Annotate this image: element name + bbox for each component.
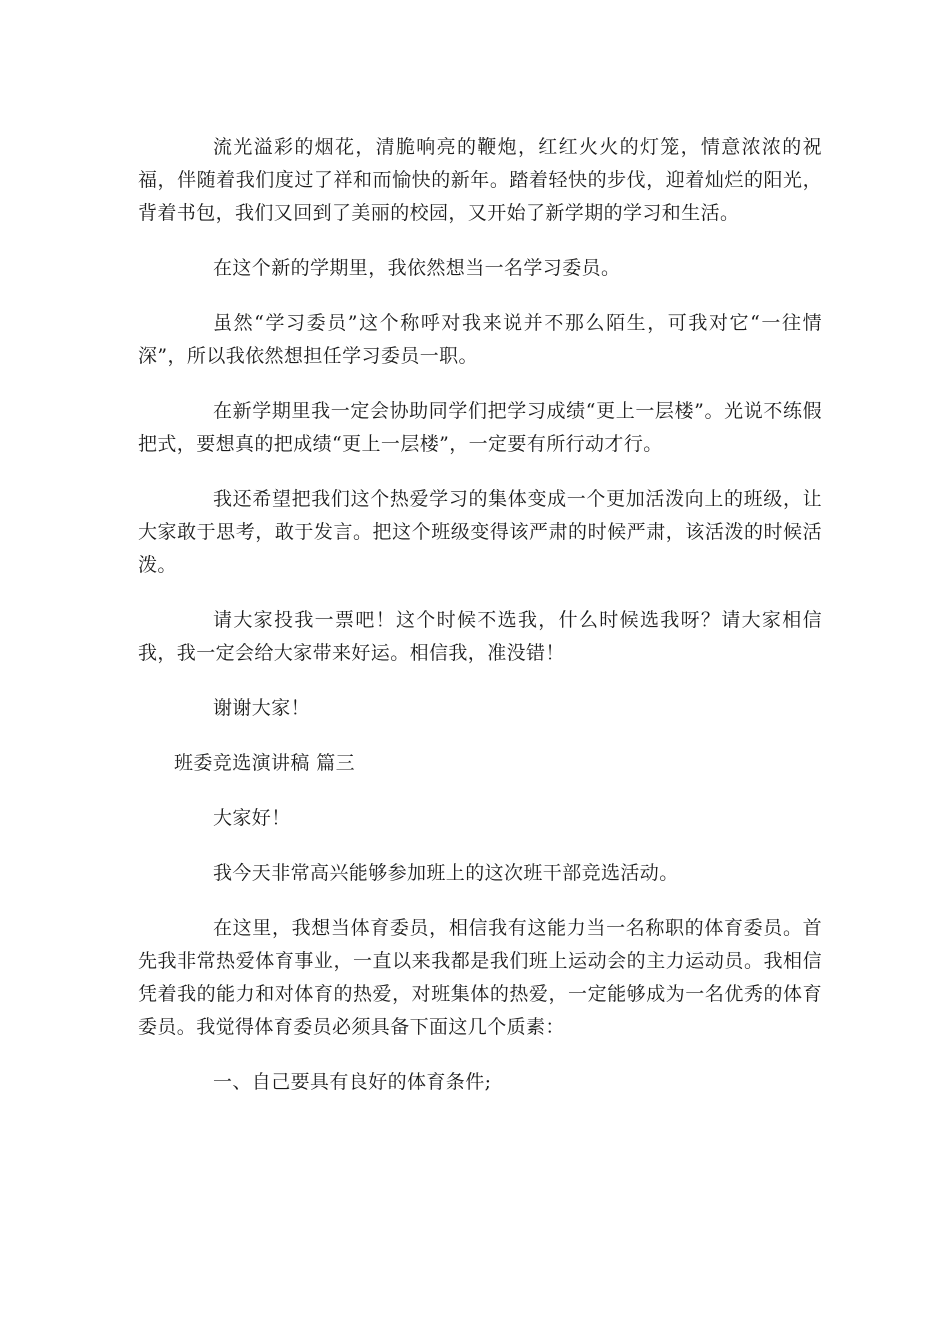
paragraph-sports-committee: 在这里，我想当体育委员，相信我有这能力当一名称职的体育委员。首先我非常热爱体育事业，一直以来我都是我们班上运动会的主力运动员。我相信凭着我的能力和对体育的热爱，对班集体的热爱，一定能够成为一名优秀的体育委员。我觉得体育委员必须具备下面这几个质素： xyxy=(138,917,822,1038)
paragraph-lively-class: 我还希望把我们这个热爱学习的集体变成一个更加活泼向上的班级，让大家敢于思考，敢于发言。把这个班级变得该严肃的时候严肃，该活泼的时候活泼。 xyxy=(138,488,822,576)
document-body xyxy=(138,131,822,1121)
paragraph-happy-to-join: 我今天非常高兴能够参加班上的这次班干部竞选活动。 xyxy=(213,862,679,884)
paragraph-new-year: 流光溢彩的烟花，清脆响亮的鞭炮，红红火火的灯笼，情意浓浓的祝福，伴随着我们度过了祥和而愉快的新年。踏着轻快的步伐，迎着灿烂的阳光，背着书包，我们又回到了美丽的校园，又开始了新学期的学习和生活。 xyxy=(138,136,822,224)
paragraph-vote-request: 请大家投我一票吧！这个时候不选我，什么时候选我呀？请大家相信我，我一定会给大家带来好运。相信我，准没错！ xyxy=(138,609,822,664)
section-heading: 班委竞选演讲稿 篇三 xyxy=(174,752,356,774)
paragraph-improve-grades: 在新学期里我一定会协助同学们把学习成绩“更上一层楼”。光说不练假把式，要想真的把成绩“更上一层楼”，一定要有所行动才行。 xyxy=(138,400,822,455)
paragraph-quality-one: 一、自己要具有良好的体育条件; xyxy=(213,1071,492,1093)
paragraph-thanks: 谢谢大家！ xyxy=(213,697,311,719)
paragraph-intent: 在这个新的学期里，我依然想当一名学习委员。 xyxy=(213,257,621,279)
paragraph-familiar-role: 虽然“学习委员”这个称呼对我来说并不那么陌生，可我对它“一往情深”，所以我依然想担任学习委员一职。 xyxy=(138,312,822,367)
paragraph-greeting: 大家好！ xyxy=(213,807,291,829)
